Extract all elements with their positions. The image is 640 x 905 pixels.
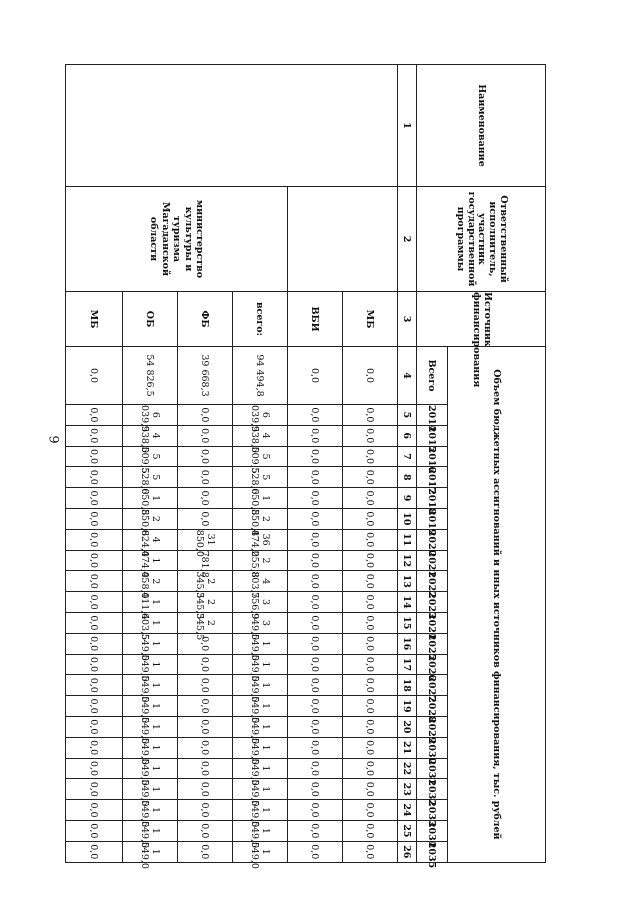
amount-cell: 0,0 [66,654,123,675]
amount-cell: 0,0 [343,737,398,758]
header-year: 2029 [417,716,448,737]
amount-cell: 0,0 [343,425,398,446]
amount-cell: 0,0 [288,758,343,779]
amount-cell: 5 509,5 [233,446,288,467]
amount-cell: 0,0 [343,820,398,841]
column-index: 23 [398,779,417,800]
amount-cell: 0,0 [288,716,343,737]
amount-cell: 2 255,8 [233,550,288,571]
amount-cell: 2 345,5 [178,571,233,592]
header-year: 2027 [417,675,448,696]
amount-cell: 0,0 [343,446,398,467]
amount-cell: 0,0 [288,800,343,821]
amount-cell: 1 549,0 [233,633,288,654]
amount-cell: 0,0 [343,758,398,779]
amount-cell: 1 549,0 [123,779,178,800]
amount-cell: 0,0 [288,696,343,717]
amount-cell: 0,0 [66,737,123,758]
header-year: 2032 [417,779,448,800]
amount-cell: 0,0 [343,633,398,654]
column-index: 21 [398,737,417,758]
amount-cell: 1 549,0 [123,716,178,737]
amount-cell: 0,0 [66,841,123,862]
column-index: 8 [398,467,417,488]
amount-cell: 0,0 [66,571,123,592]
amount-cell: 1 650,8 [233,488,288,509]
column-index: 10 [398,508,417,529]
amount-cell: 0,0 [66,820,123,841]
amount-cell: 0,0 [288,529,343,550]
amount-cell: 1 549,0 [233,841,288,862]
amount-cell: 2 550,8 [233,508,288,529]
amount-cell: 1 549,0 [233,675,288,696]
amount-cell: 0,0 [66,612,123,633]
amount-cell: 0,0 [288,550,343,571]
amount-cell: 0,0 [178,405,233,426]
column-index: 2 [398,187,417,292]
amount-cell: 1 650,8 [123,488,178,509]
amount-cell: 0,0 [66,347,123,405]
amount-cell: 94 494,8 [233,347,288,405]
header-year: 2028 [417,696,448,717]
amount-cell: 4 624,0 [123,529,178,550]
table-row [343,65,398,863]
amount-cell: 0,0 [178,508,233,529]
column-index: 5 [398,405,417,426]
funding-source: МБ [66,292,123,347]
amount-cell: 0,0 [288,467,343,488]
amount-cell: 36 474,0 [233,529,288,550]
amount-cell: 0,0 [178,654,233,675]
amount-cell: 0,0 [178,716,233,737]
amount-cell: 0,0 [178,488,233,509]
amount-cell: 0,0 [66,758,123,779]
page-number: 9 [45,435,61,444]
amount-cell: 0,0 [178,696,233,717]
amount-cell: 1 549,0 [233,800,288,821]
header-year: 2015 [417,425,448,446]
amount-cell: 1 549,0 [123,737,178,758]
amount-cell: 0,0 [288,779,343,800]
funding-source: ВБИ [288,292,343,347]
header-year: 2025 [417,633,448,654]
header-year: 2016 [417,446,448,467]
amount-cell: 0,0 [178,425,233,446]
amount-cell: 5 509,5 [123,446,178,467]
column-index: 18 [398,675,417,696]
amount-cell: 0,0 [66,488,123,509]
column-index: 9 [398,488,417,509]
amount-cell: 0,0 [343,529,398,550]
amount-cell: 0,0 [343,347,398,405]
amount-cell: 6 039,5 [233,405,288,426]
amount-cell: 1 603,5 [123,612,178,633]
amount-cell: 0,0 [66,800,123,821]
amount-cell: 781,8 [178,550,233,571]
amount-cell: 4 938,0 [123,425,178,446]
amount-cell: 1 549,0 [233,820,288,841]
header-year: 2019 [417,508,448,529]
amount-cell: 2 345,5 [178,592,233,613]
amount-cell: 0,0 [343,592,398,613]
amount-cell: 1 549,0 [123,696,178,717]
amount-cell: 0,0 [66,592,123,613]
column-index: 20 [398,716,417,737]
amount-cell: 0,0 [178,758,233,779]
amount-cell: 0,0 [66,696,123,717]
amount-cell: 1 411,4 [123,592,178,613]
amount-cell: 5 528,0 [233,467,288,488]
amount-cell: 0,0 [288,592,343,613]
amount-cell: 0,0 [343,488,398,509]
header-year: 2021 [417,550,448,571]
amount-cell: 39 668,3 [178,347,233,405]
amount-cell: 0,0 [178,446,233,467]
column-index: 25 [398,820,417,841]
amount-cell: 0,0 [66,529,123,550]
amount-cell: 1 549,0 [123,820,178,841]
amount-cell: 3 756,9 [233,592,288,613]
funding-source: всего: [233,292,288,347]
amount-cell: 0,0 [178,467,233,488]
column-index: 11 [398,529,417,550]
amount-cell: 1 549,0 [123,633,178,654]
amount-cell: 1 549,0 [233,696,288,717]
amount-cell: 0,0 [66,716,123,737]
funding-source: ОБ [123,292,178,347]
amount-cell: 1 549,0 [233,654,288,675]
amount-cell: 0,0 [66,508,123,529]
amount-cell: 0,0 [343,716,398,737]
rotated-table [66,64,546,869]
amount-cell: 0,0 [343,405,398,426]
header-year: 2031 [417,758,448,779]
amount-cell: 3 949,0 [233,612,288,633]
amount-cell: 0,0 [343,675,398,696]
header-year: 2022 [417,571,448,592]
program-name-cell [66,65,398,187]
amount-cell: 1 549,0 [123,758,178,779]
amount-cell: 1 549,0 [123,800,178,821]
amount-cell: 0,0 [288,425,343,446]
amount-cell: 4 938,0 [233,425,288,446]
header-source: Источник финансирования [417,292,546,347]
header-year: 2018 [417,488,448,509]
amount-cell: 0,0 [178,820,233,841]
amount-cell: 0,0 [178,779,233,800]
column-index: 26 [398,841,417,862]
amount-cell: 0,0 [178,841,233,862]
column-index: 15 [398,612,417,633]
amount-cell: 0,0 [66,425,123,446]
header-total: Всего [417,347,448,405]
amount-cell: 0,0 [288,654,343,675]
funding-source: ФБ [178,292,233,347]
column-index: 1 [398,65,417,187]
amount-cell: 0,0 [343,467,398,488]
amount-cell: 2 550,8 [123,508,178,529]
amount-cell: 0,0 [178,737,233,758]
header-year: 2020 [417,529,448,550]
amount-cell: 1 549,0 [123,654,178,675]
amount-cell: 31 850,0 [178,529,233,550]
executor-name: министерство культуры и туризма Магаданской области [66,187,288,292]
amount-cell: 0,0 [66,779,123,800]
amount-cell: 0,0 [178,675,233,696]
column-index: 14 [398,592,417,613]
header-year: 2017 [417,467,448,488]
amount-cell: 0,0 [288,612,343,633]
column-index: 22 [398,758,417,779]
amount-cell: 0,0 [343,841,398,862]
amount-cell: 0,0 [343,612,398,633]
column-index: 13 [398,571,417,592]
header-year: 2024 [417,612,448,633]
amount-cell: 1 549,0 [233,758,288,779]
budget-table [65,64,546,869]
header-year: 2035 [417,841,448,862]
amount-cell: 4 803,5 [233,571,288,592]
rotated-table-frame [66,64,546,869]
amount-cell: 0,0 [343,550,398,571]
amount-cell: 0,0 [288,347,343,405]
column-index: 6 [398,425,417,446]
amount-cell: 0,0 [288,737,343,758]
header-year: 2023 [417,592,448,613]
amount-cell: 0,0 [288,571,343,592]
column-index: 3 [398,292,417,347]
amount-cell: 0,0 [288,820,343,841]
header-year: 2014 [417,405,448,426]
amount-cell: 0,0 [288,841,343,862]
executor-cell-empty [288,187,398,292]
amount-cell: 1 549,0 [123,841,178,862]
header-name: Наименование [417,65,546,187]
amount-cell: 1 549,0 [233,779,288,800]
header-budget-title: Объем бюджетных ассигнований и иных источников финансирования, тыс. рублей [448,347,546,863]
amount-cell: 6 039,5 [123,405,178,426]
amount-cell: 1 549,0 [233,716,288,737]
amount-cell: 1 549,0 [123,675,178,696]
column-index: 4 [398,347,417,405]
funding-source: МБ [343,292,398,347]
amount-cell: 0,0 [66,446,123,467]
amount-cell: 0,0 [66,550,123,571]
amount-cell: 0,0 [66,675,123,696]
amount-cell: 0,0 [288,508,343,529]
amount-cell: 0,0 [343,654,398,675]
column-index: 7 [398,446,417,467]
header-year: 2033 [417,800,448,821]
amount-cell: 0,0 [288,633,343,654]
column-index: 16 [398,633,417,654]
amount-cell: 0,0 [343,696,398,717]
header-executor: Ответственный исполнитель, участник государственной программы [417,187,546,292]
column-index: 12 [398,550,417,571]
amount-cell: 54 826,5 [123,347,178,405]
amount-cell: 0,0 [178,633,233,654]
amount-cell: 0,0 [288,405,343,426]
column-index: 19 [398,696,417,717]
header-year: 2026 [417,654,448,675]
amount-cell: 0,0 [288,446,343,467]
amount-cell: 0,0 [178,800,233,821]
column-index: 17 [398,654,417,675]
amount-cell: 2 345,5 [178,612,233,633]
amount-cell: 5 528,0 [123,467,178,488]
header-year: 2030 [417,737,448,758]
amount-cell: 2 458,0 [123,571,178,592]
amount-cell: 0,0 [343,571,398,592]
amount-cell: 1 474,0 [123,550,178,571]
amount-cell: 0,0 [66,467,123,488]
column-index: 24 [398,800,417,821]
amount-cell: 0,0 [343,800,398,821]
header-year: 2034 [417,820,448,841]
amount-cell: 0,0 [288,675,343,696]
amount-cell: 1 549,0 [233,737,288,758]
amount-cell: 0,0 [343,508,398,529]
amount-cell: 0,0 [66,405,123,426]
amount-cell: 0,0 [66,633,123,654]
amount-cell: 0,0 [288,488,343,509]
amount-cell: 0,0 [343,779,398,800]
